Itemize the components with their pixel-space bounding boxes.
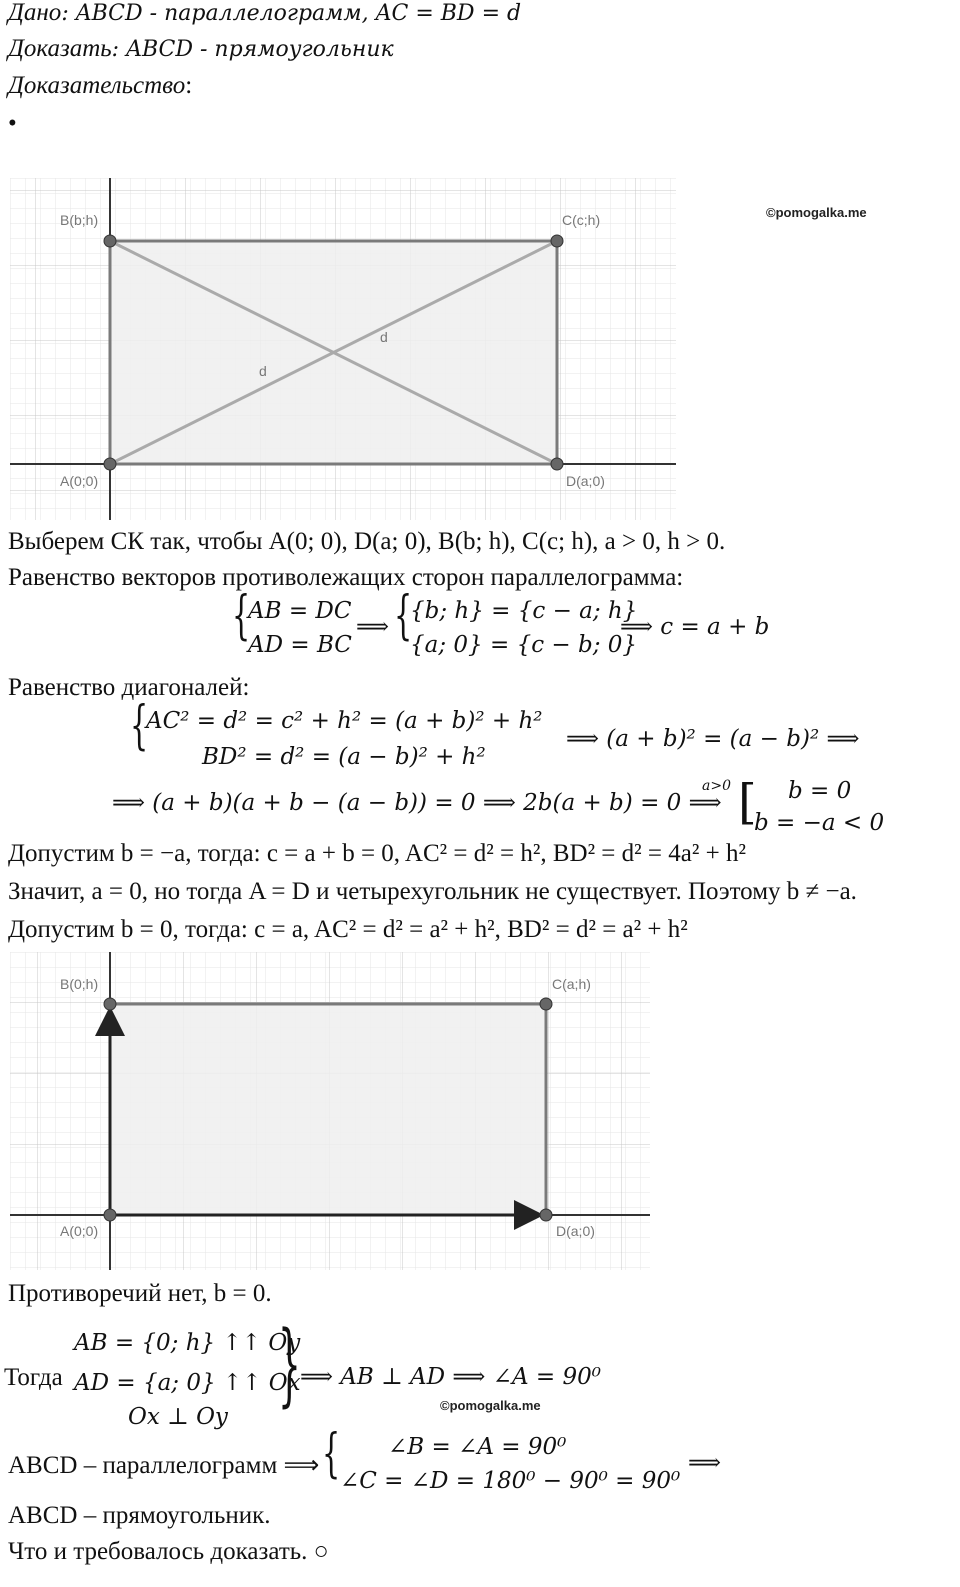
diag-eq-1: AC² = d² = c² + h² = (a + b)² + h² bbox=[146, 708, 543, 734]
label-d-diagonal-1: d bbox=[259, 363, 267, 379]
coord-eq-2: {a; 0} = {c − b; 0} bbox=[410, 632, 638, 658]
case-1: b = 0 bbox=[788, 778, 852, 804]
suppose-1-line: Допустим b = −a, тогда: c = a + b = 0, AC² = d² = h², BD² = d² = 4a² + h² bbox=[8, 840, 746, 867]
point-d bbox=[551, 458, 563, 470]
point-b bbox=[104, 235, 116, 247]
label-b-2: B(0;h) bbox=[60, 976, 99, 992]
point-b-2 bbox=[104, 998, 116, 1010]
then-eq-1: AB = {0; h} ↑↑ Oy bbox=[74, 1330, 301, 1356]
hence-line: Значит, a = 0, но тогда A = D и четырехугольник не существует. Поэтому b ≠ −a. bbox=[8, 878, 857, 905]
watermark-2: ©pomogalka.me bbox=[440, 1398, 541, 1413]
diag-equality-line: Равенство диагоналей: bbox=[8, 674, 250, 701]
diag-condition: a>0 bbox=[702, 778, 731, 794]
prove-label: Доказать bbox=[8, 35, 112, 62]
brace-left-4: { bbox=[322, 1424, 341, 1484]
point-c bbox=[551, 235, 563, 247]
choose-cs-text: Выберем СК так, чтобы A(0; 0), D(a; 0), B(b; h), C(c; h), a > 0, h > 0. bbox=[8, 528, 726, 555]
angles-eq-2: ∠C = ∠D = 180⁰ − 90⁰ = 90⁰ bbox=[340, 1468, 681, 1494]
brace-left-2: { bbox=[394, 586, 413, 646]
no-contradiction-line: Противоречий нет, b = 0. bbox=[8, 1280, 272, 1307]
proof-label: Доказательство bbox=[8, 72, 186, 99]
brace-right: } bbox=[278, 1312, 301, 1417]
diag-line-2: ⟹ (a + b)(a + b − (a − b)) = 0 ⟹ 2b(a + b) = 0 ⟹ bbox=[112, 790, 722, 816]
given-line bbox=[8, 0, 521, 30]
abcd-par-text: ABCD – параллелограмм ⟹ bbox=[8, 1452, 320, 1479]
label-d-2: D(a;0) bbox=[556, 1223, 595, 1239]
prove-line bbox=[8, 33, 394, 66]
angles-eq-1: ∠B = ∠A = 90⁰ bbox=[388, 1434, 567, 1460]
qed-line: Что и требовалось доказать. ○ bbox=[8, 1538, 329, 1565]
figure-2-svg bbox=[10, 952, 650, 1270]
label-d: D(a;0) bbox=[566, 473, 605, 489]
label-d-diagonal-2: d bbox=[380, 329, 388, 345]
figure-1-svg bbox=[10, 178, 676, 520]
figure-2-rectangle bbox=[10, 952, 650, 1270]
figure-1-parallelogram bbox=[10, 178, 676, 520]
then-label: Тогда bbox=[4, 1364, 63, 1391]
watermark-1: ©pomogalka.me bbox=[766, 205, 867, 220]
cases-bracket: [ bbox=[738, 774, 757, 830]
brace-left-1: { bbox=[232, 586, 251, 646]
label-a: A(0;0) bbox=[60, 473, 99, 489]
case-2: b = −a < 0 bbox=[754, 810, 885, 836]
point-d-2 bbox=[540, 1209, 552, 1221]
proof-colon: : bbox=[185, 72, 193, 99]
suppose-2-line: Допустим b = 0, тогда: c = a, AC² = d² = a² + h², BD² = d² = a² + h² bbox=[8, 916, 688, 943]
implies-1: ⟹ bbox=[356, 614, 389, 640]
abcd-rectangle-line: ABCD – прямоугольник. bbox=[8, 1502, 271, 1529]
brace-left-3: { bbox=[130, 696, 149, 756]
proof-line bbox=[8, 70, 192, 102]
coord-eq-1: {b; h} = {c − a; h} bbox=[410, 598, 638, 624]
diag-result: ⟹ (a + b)² = (a − b)² ⟹ bbox=[566, 726, 860, 752]
given-label: Дано bbox=[8, 0, 62, 26]
label-c-2: C(a;h) bbox=[552, 976, 591, 992]
angles-implies: ⟹ bbox=[688, 1450, 721, 1476]
vec-eq-2: AD = BC bbox=[248, 632, 352, 658]
point-c-2 bbox=[540, 998, 552, 1010]
rectangle-abcd-2 bbox=[110, 1004, 546, 1215]
vectors-equality-line: Равенство векторов противолежащих сторон параллелограмма: bbox=[8, 564, 684, 591]
point-a-2 bbox=[104, 1209, 116, 1221]
vec-result: ⟹ c = a + b bbox=[620, 614, 770, 640]
label-c: C(c;h) bbox=[562, 212, 601, 228]
choose-cs-line bbox=[8, 526, 725, 558]
given-text: : ABCD - параллелограмм, AC = BD = d bbox=[61, 1, 522, 26]
vec-eq-1: AB = DC bbox=[248, 598, 352, 624]
abcd-parallelogram-line bbox=[8, 1450, 319, 1482]
then-eq-2: AD = {a; 0} ↑↑ Ox bbox=[74, 1370, 301, 1396]
point-a bbox=[104, 458, 116, 470]
bullet: • bbox=[8, 110, 17, 137]
then-result: ⟹ AB ⊥ AD ⟹ ∠A = 90⁰ bbox=[300, 1364, 601, 1390]
label-a-2: A(0;0) bbox=[60, 1223, 99, 1239]
label-b: B(b;h) bbox=[60, 212, 99, 228]
prove-text: : ABCD - прямоугольник bbox=[111, 37, 394, 62]
diag-eq-2: BD² = d² = (a − b)² + h² bbox=[202, 744, 486, 770]
then-eq-3: Ox ⊥ Oy bbox=[128, 1404, 228, 1430]
